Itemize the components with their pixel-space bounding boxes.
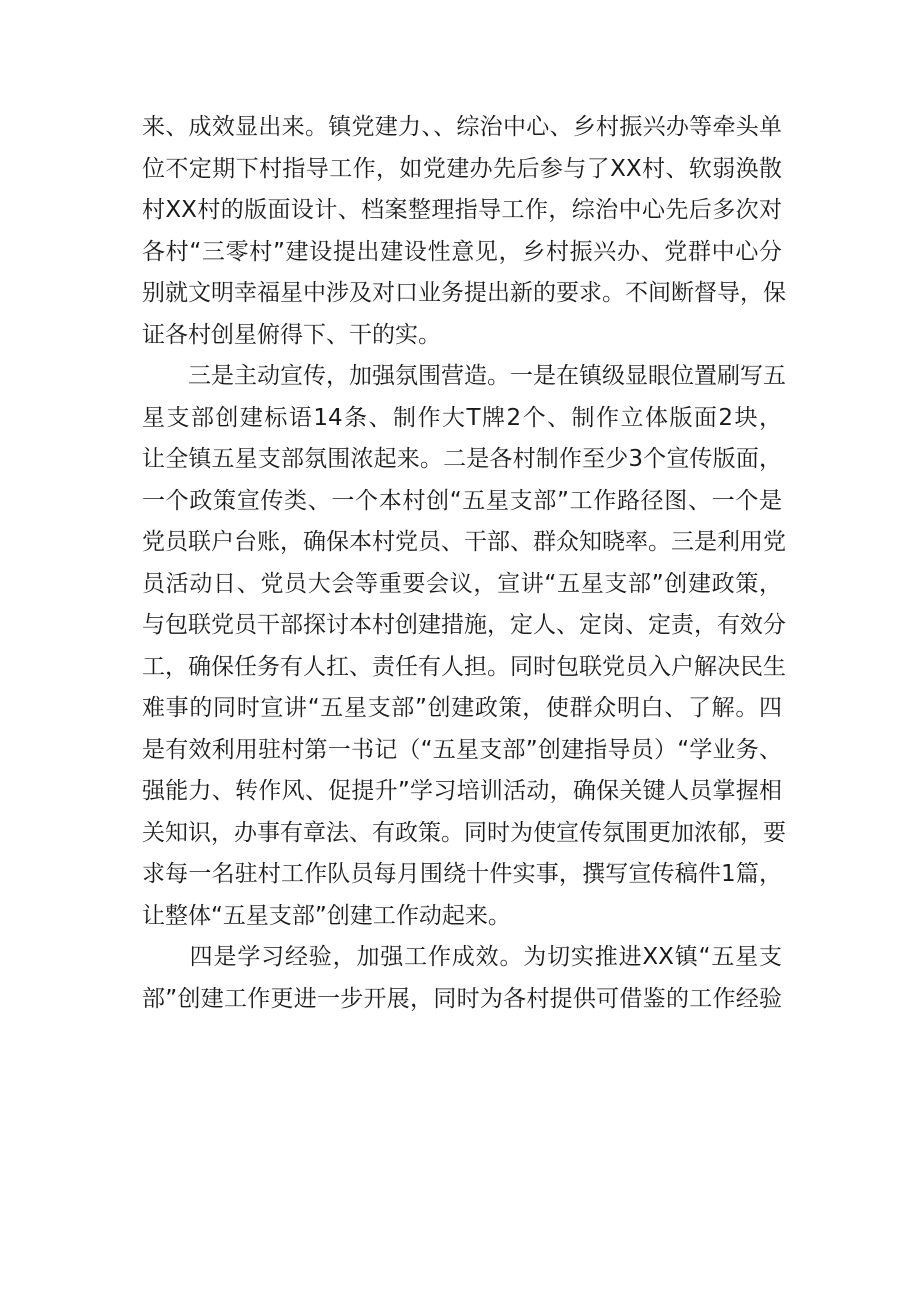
- text-line: 来、成效显出来。镇党建力、、综治中心、乡村振兴办等牵头单: [142, 114, 782, 140]
- text-line: 是有效利用驻村第一书记（“五星支部”创建指导员）“学业务、: [142, 736, 782, 763]
- text-line: 星支部创建标语14条、制作大T牌2个、制作立体版面2块，: [142, 404, 782, 431]
- text-line: 党员联户台账，确保本村党员、干部、群众知晓率。三是利用党: [142, 529, 786, 555]
- document-body: [142, 107, 786, 1020]
- text-line: 一个政策宣传类、一个本村创“五星支部”工作路径图、一个是: [142, 487, 782, 514]
- text-line: 关知识，办事有章法、有政策。同时为使宣传氛围更加浓郁，要: [142, 819, 786, 846]
- paragraph-2: [142, 356, 786, 937]
- text-line: 部”创建工作更进一步开展，同时为各村提供可借鉴的工作经验: [142, 985, 782, 1012]
- text-line: 证各村创星俯得下、干的实。: [142, 321, 441, 348]
- text-line: 让全镇五星支部氛围浓起来。二是各村制作至少3个宣传版面，: [142, 446, 782, 472]
- text-line: 求每一名驻村工作队员每月围绕十件实事，撰写宣传稿件1篇，: [142, 861, 782, 887]
- text-line: 村XX村的版面设计、档案整理指导工作，综治中心先后多次对: [142, 197, 782, 223]
- text-line: 各村“三零村”建设提出建设性意见，乡村振兴办、党群中心分: [142, 238, 782, 265]
- text-line: 别就文明幸福星中涉及对口业务提出新的要求。不间断督导，保: [142, 280, 786, 306]
- text-line: 员活动日、党员大会等重要会议，宣讲“五星支部”创建政策，: [142, 570, 782, 597]
- text-line: 难事的同时宣讲“五星支部”创建政策，使群众明白、了解。四: [142, 695, 782, 721]
- paragraph-1: [142, 107, 786, 356]
- paragraph-3: [142, 937, 782, 1020]
- text-line: 与包联党员干部探讨本村创建措施，定人、定岗、定责，有效分: [142, 612, 786, 638]
- text-line: 强能力、转作风、促提升”学习培训活动，确保关键人员掌握相: [142, 778, 782, 804]
- text-line: 位不定期下村指导工作，如党建办先后参与了XX村、软弱涣散: [142, 155, 782, 182]
- text-line: 三是主动宣传，加强氛围营造。一是在镇级显眼位置刷写五: [142, 363, 786, 389]
- text-line: 工，确保任务有人扛、责任有人担。同时包联党员入户解决民生: [142, 653, 786, 680]
- text-line: 让整体“五星支部”创建工作动起来。: [142, 902, 511, 929]
- text-line: 四是学习经验，加强工作成效。为切实推进XX镇“五星支: [142, 944, 782, 970]
